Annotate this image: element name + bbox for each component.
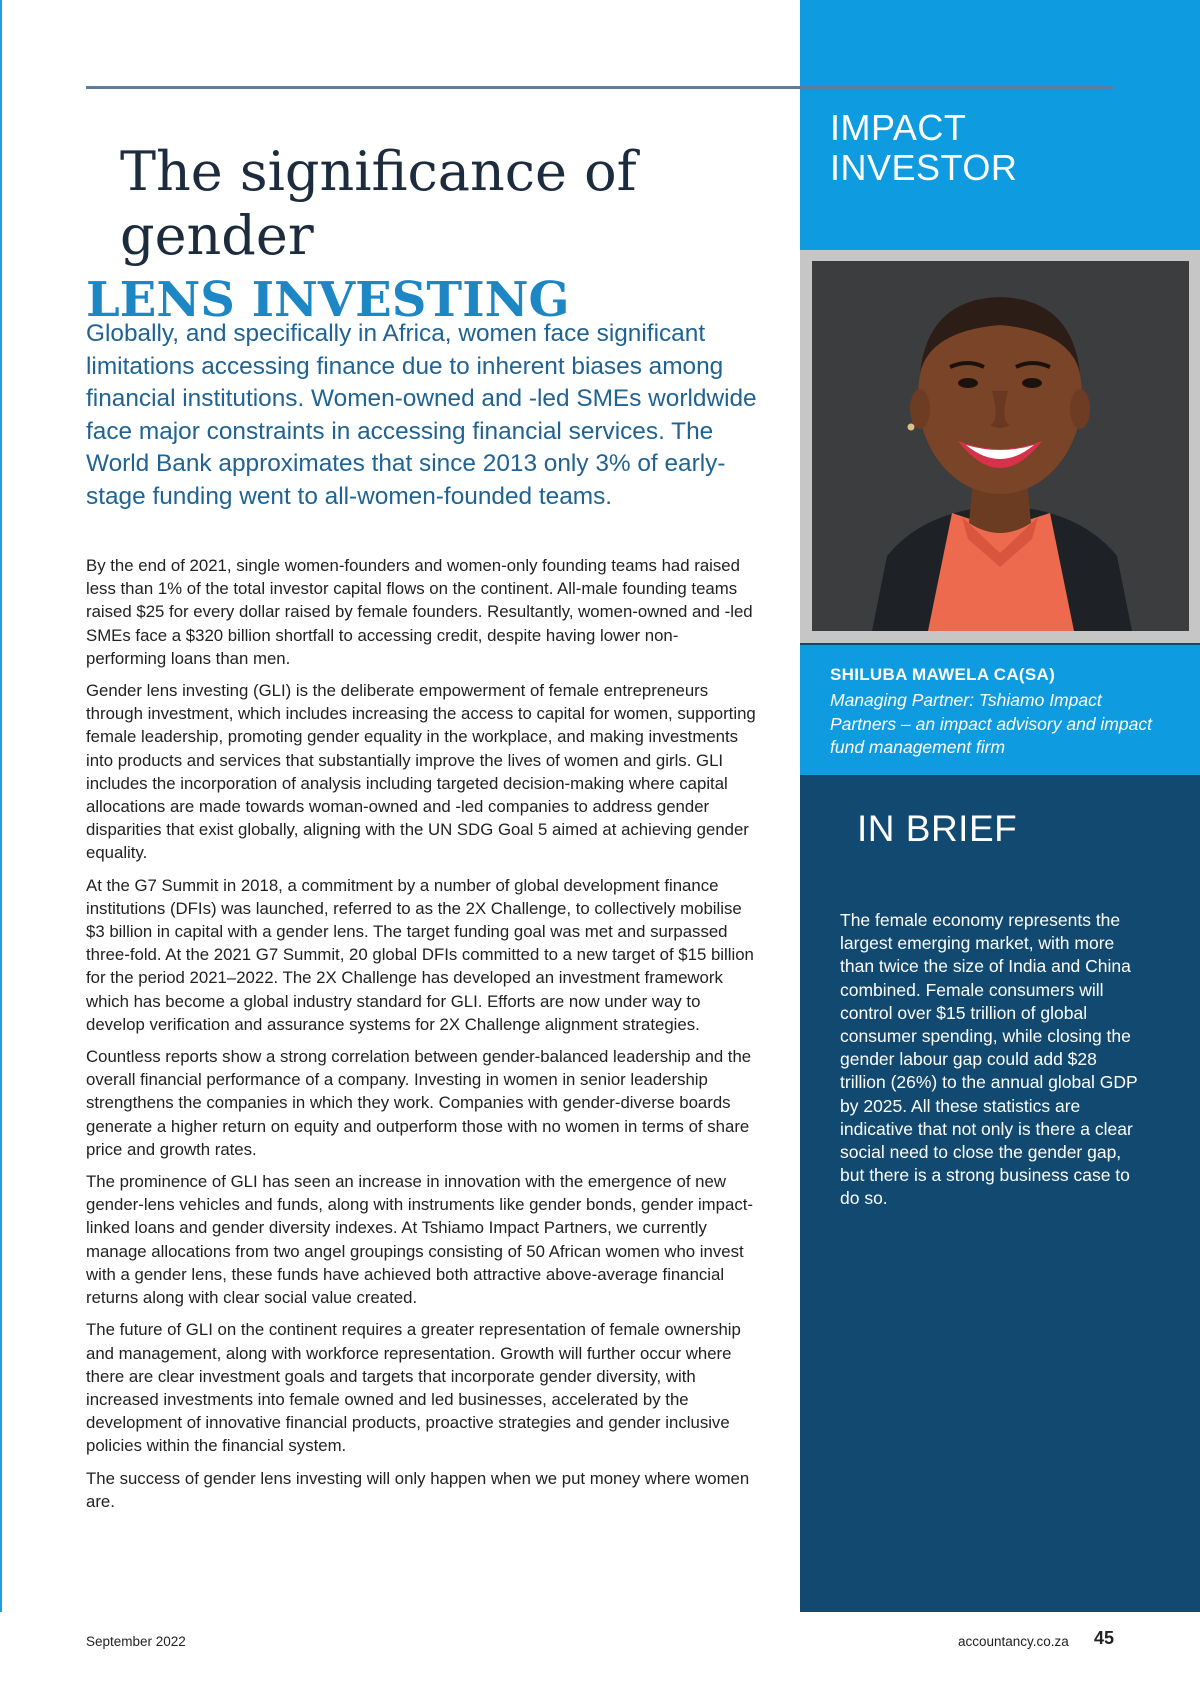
article-title xyxy=(86,140,786,330)
page-number: 45 xyxy=(1094,1628,1115,1648)
article-body xyxy=(86,554,758,1522)
section-label-line2: INVESTOR xyxy=(830,147,1018,188)
body-paragraph-4: Countless reports show a strong correlation between gender-balanced leadership and the overall financial performance of a company. Investing in women in senior leadership strengthens the companies in which they work. Companies with gender-diverse boards generate a higher return on equity and outperform those with no women in terms of share price and growth rates. xyxy=(86,1047,752,1159)
author-portrait-illustration xyxy=(812,261,1189,631)
author-photo xyxy=(812,261,1189,631)
author-info-block xyxy=(800,645,1200,775)
in-brief-heading: IN BRIEF xyxy=(857,808,1018,849)
footer-website-link[interactable]: accountancy.co.za xyxy=(958,1634,1069,1649)
footer-date: September 2022 xyxy=(86,1634,186,1649)
section-label xyxy=(830,108,1017,188)
page-edge-line xyxy=(0,0,2,1612)
section-label-line1: IMPACT xyxy=(830,107,967,148)
section-label-block xyxy=(800,0,1200,250)
body-paragraph-3: At the G7 Summit in 2018, a commitment by a number of global development finance institutions (DFIs) was launched, referred to as the 2X Challenge, to collectively mobilise $3 billion in capital with a gender lens. The target funding goal was met and surpassed three-fold. At the 2021 G7 Summit, 20 global DFIs committed to a new target of $15 billion for the period 2021–2022. The 2X Challenge has developed an investment framework which has become a global industry standard for GLI. Efforts are now under way to develop verification and assurance systems for 2X Challenge alignment strategies. xyxy=(86,875,754,1034)
article-lede: Globally, and specifically in Africa, women face significant limitations accessing finance due to inherent biases among financial institutions. Women-owned and -led SMEs worldwide face major constraints in accessing financial services. The World Bank approximates that since 2013 only 3% of early-stage funding went to all-women-founded teams. xyxy=(86,320,757,510)
article-title-line2: LENS INVESTING xyxy=(86,272,570,328)
body-paragraph-6: The future of GLI on the continent requires a greater representation of female ownership and management, along with workforce representation. Growth will further occur where there are clear investment goals and targets that incorporate gender diversity, with increased investments into female owned and led businesses, accelerated by the development of innovative financial products, proactive strategies and gender inclusive policies within the financial system. xyxy=(86,1320,741,1456)
sidebar-panel xyxy=(800,0,1200,1612)
body-paragraph-1: By the end of 2021, single women-founders and women-only founding teams had raised less than 1% of the total investor capital flows on the continent. All-male founding teams raised $25 for every dollar raised by female founders. Resultantly, women-owned and -led SMEs face a $320 billion shortfall to accessing credit, despite having lower non-performing loans than men. xyxy=(86,556,753,668)
article-title-line1: The significance of gender xyxy=(120,140,637,267)
body-paragraph-2: Gender lens investing (GLI) is the deliberate empowerment of female entrepreneurs through investment, which includes increasing the access to capital for women, supporting female leadership, promoting gender equality in the workplace, and making investments into products and services that substantially improve the lives of women and girls. GLI includes the incorporation of analysis including targeted decision-making where capital allocations are made towards woman-owned and -led companies to address gender disparities that exist globally, aligning with the UN SDG Goal 5 aimed at achieving gender equality. xyxy=(86,681,756,863)
author-name: SHILUBA MAWELA CA(SA) xyxy=(830,665,1056,684)
body-paragraph-7: The success of gender lens investing will only happen when we put money where women are. xyxy=(86,1468,750,1511)
author-role: Managing Partner: Tshiamo Impact Partners – an impact advisory and impact fund management firm xyxy=(830,690,1152,757)
author-photo-frame xyxy=(800,250,1200,643)
top-divider-rule xyxy=(86,86,1114,89)
body-paragraph-5: The prominence of GLI has seen an increase in innovation with the emergence of new gender-lens vehicles and funds, along with instruments like gender bonds, gender impact-linked loans and gender diversity indexes. At Tshiamo Impact Partners, we currently manage allocations from two angel groupings consisting of 50 African women who invest with a gender lens, these funds have achieved both attractive above-average financial returns along with clear social value created. xyxy=(86,1172,753,1308)
in-brief-text: The female economy represents the largest emerging market, with more than twice the size of India and China combined. Female consumers will control over $15 trillion of global consumer spending, while closing the gender labour gap could add $28 trillion (26%) to the annual global GDP by 2025. All these statistics are indicative that not only is there a clear social need to close the gender gap, but there is a strong business case to do so. xyxy=(840,910,1138,1209)
